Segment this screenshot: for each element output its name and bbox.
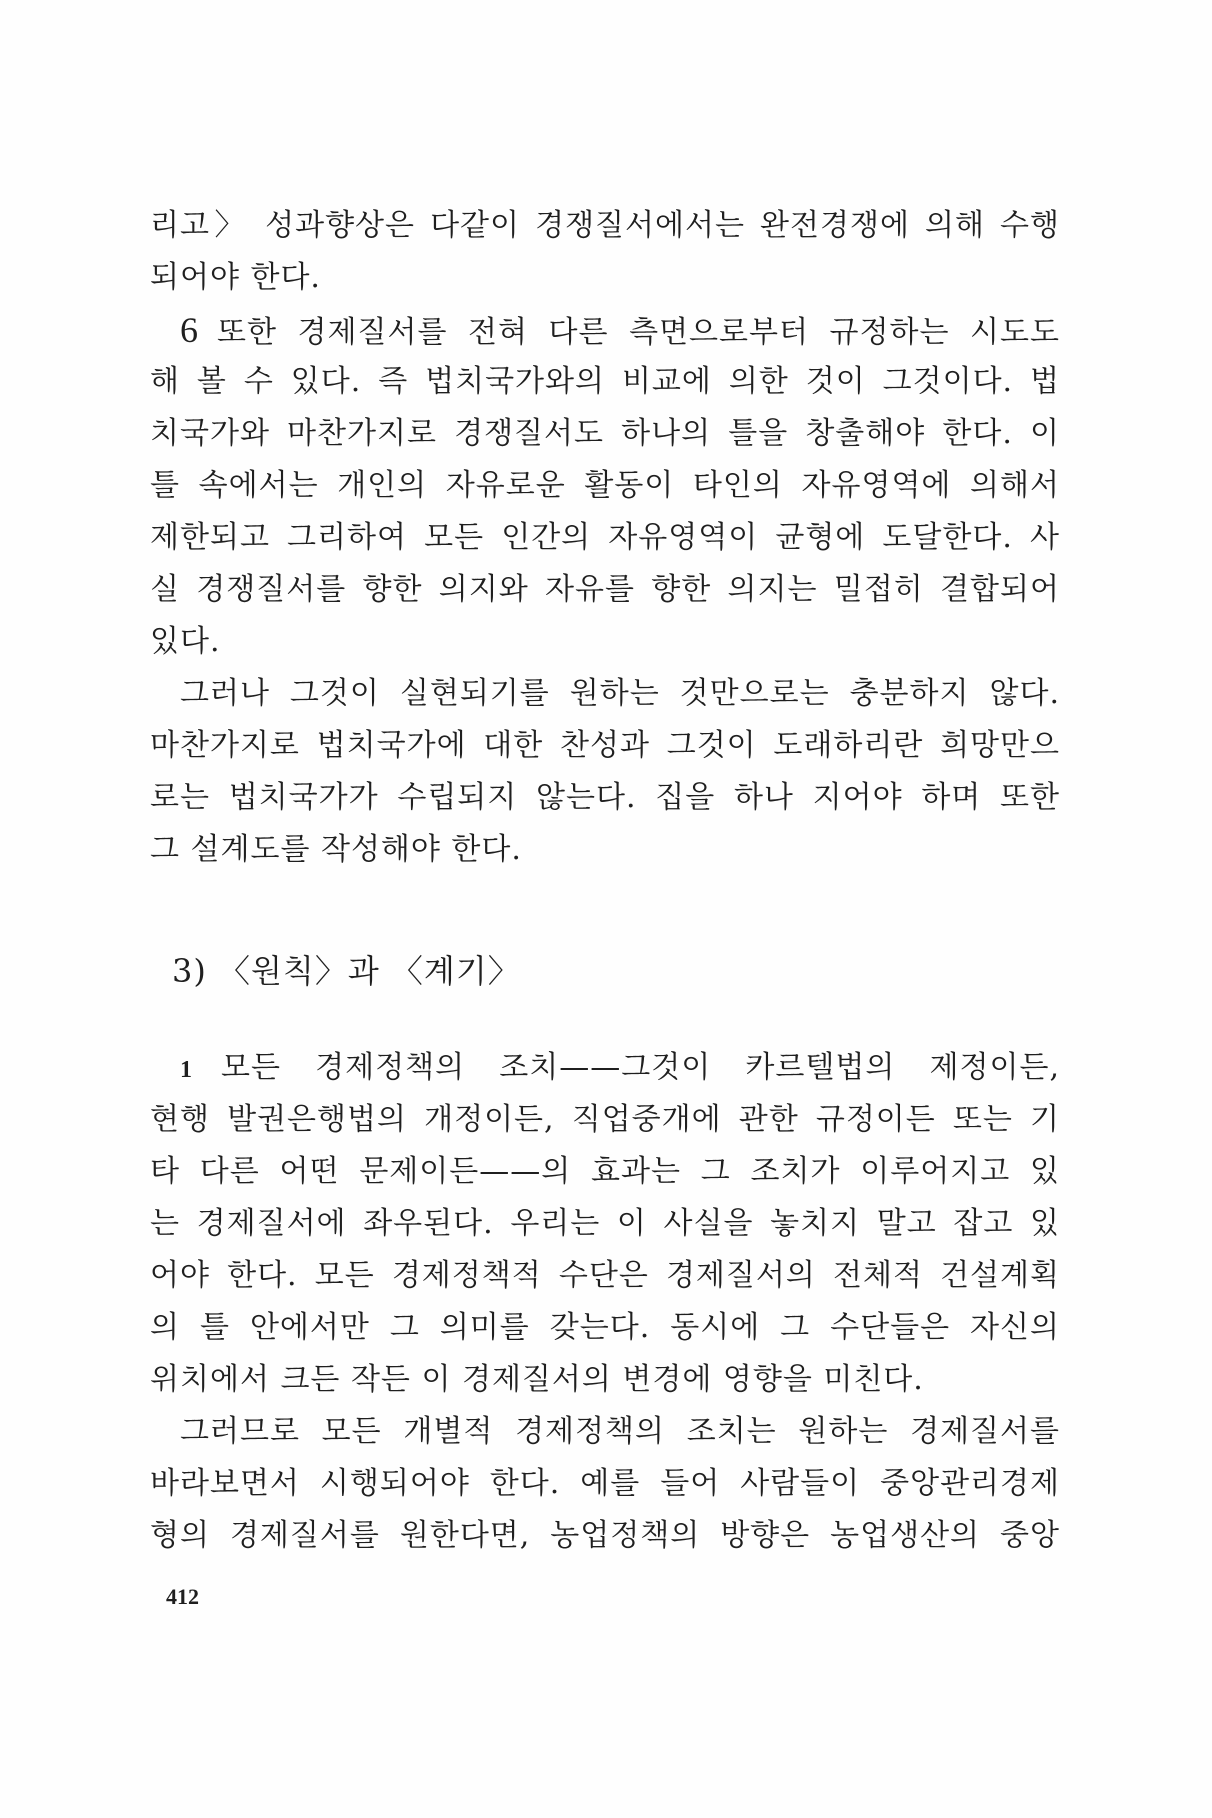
text-line: 있다.: [150, 624, 221, 659]
text-line: 리고〉 성과향상은 다같이 경쟁질서에서는 완전경쟁에 의해 수행: [150, 208, 1060, 243]
text-line: 는 경제질서에 좌우된다. 우리는 이 사실을 놓치지 말고 잡고 있: [150, 1206, 1060, 1241]
text-line: 그 설계도를 작성해야 한다.: [150, 832, 522, 867]
body-text-bottom: [150, 1042, 1060, 1562]
text-line: 실 경쟁질서를 향한 의지와 자유를 향한 의지는 밀접히 결합되어: [150, 572, 1060, 607]
section-heading: 3) 〈원칙〉과 〈계기〉: [172, 952, 521, 990]
text-line: 모든 경제정책의 조치——그것이 카르텔법의 제정이든,: [221, 1050, 1060, 1085]
text-line: 또한 경제질서를 전혀 다른 측면으로부터 규정하는 시도도: [217, 315, 1060, 350]
paragraph-6-first-line: [150, 304, 1060, 356]
text-line: 마찬가지로 법치국가에 대한 찬성과 그것이 도래하리란 희망만으: [150, 728, 1060, 763]
text-line: 치국가와 마찬가지로 경쟁질서도 하나의 틀을 창출해야 한다. 이: [150, 416, 1060, 451]
text-line: 로는 법치국가가 수립되지 않는다. 집을 하나 지어야 하며 또한: [150, 780, 1060, 815]
text-line: 의 틀 안에서만 그 의미를 갖는다. 동시에 그 수단들은 자신의: [150, 1310, 1060, 1345]
text-line: 형의 경제질서를 원한다면, 농업정책의 방향은 농업생산의 중앙: [150, 1518, 1060, 1553]
text-line: 틀 속에서는 개인의 자유로운 활동이 타인의 자유영역에 의해서: [150, 468, 1060, 503]
text-line: 바라보면서 시행되어야 한다. 예를 들어 사람들이 중앙관리경제: [150, 1466, 1060, 1501]
text-line: 위치에서 크든 작든 이 경제질서의 변경에 영향을 미친다.: [150, 1362, 924, 1397]
text-line: 어야 한다. 모든 경제정책적 수단은 경제질서의 전체적 건설계획: [150, 1258, 1060, 1293]
text-line: 제한되고 그리하여 모든 인간의 자유영역이 균형에 도달한다. 사: [150, 520, 1060, 555]
paragraph-number: 6: [180, 310, 199, 350]
body-text-top: [150, 200, 1060, 876]
page-number: 412: [166, 1584, 199, 1609]
text-line: 그러므로 모든 개별적 경제정책의 조치는 원하는 경제질서를: [180, 1414, 1060, 1449]
paragraph-number: 1: [180, 1057, 193, 1083]
text-line: 해 볼 수 있다. 즉 법치국가와의 비교에 의한 것이 그것이다. 법: [150, 364, 1060, 399]
paragraph-1-first-line: [150, 1042, 1060, 1094]
text-line: 현행 발권은행법의 개정이든, 직업중개에 관한 규정이든 또는 기: [150, 1102, 1060, 1137]
text-line: 그러나 그것이 실현되기를 원하는 것만으로는 충분하지 않다.: [180, 676, 1060, 711]
text-line: 타 다른 어떤 문제이든——의 효과는 그 조치가 이루어지고 있: [150, 1154, 1060, 1189]
text-line: 되어야 한다.: [150, 260, 321, 295]
